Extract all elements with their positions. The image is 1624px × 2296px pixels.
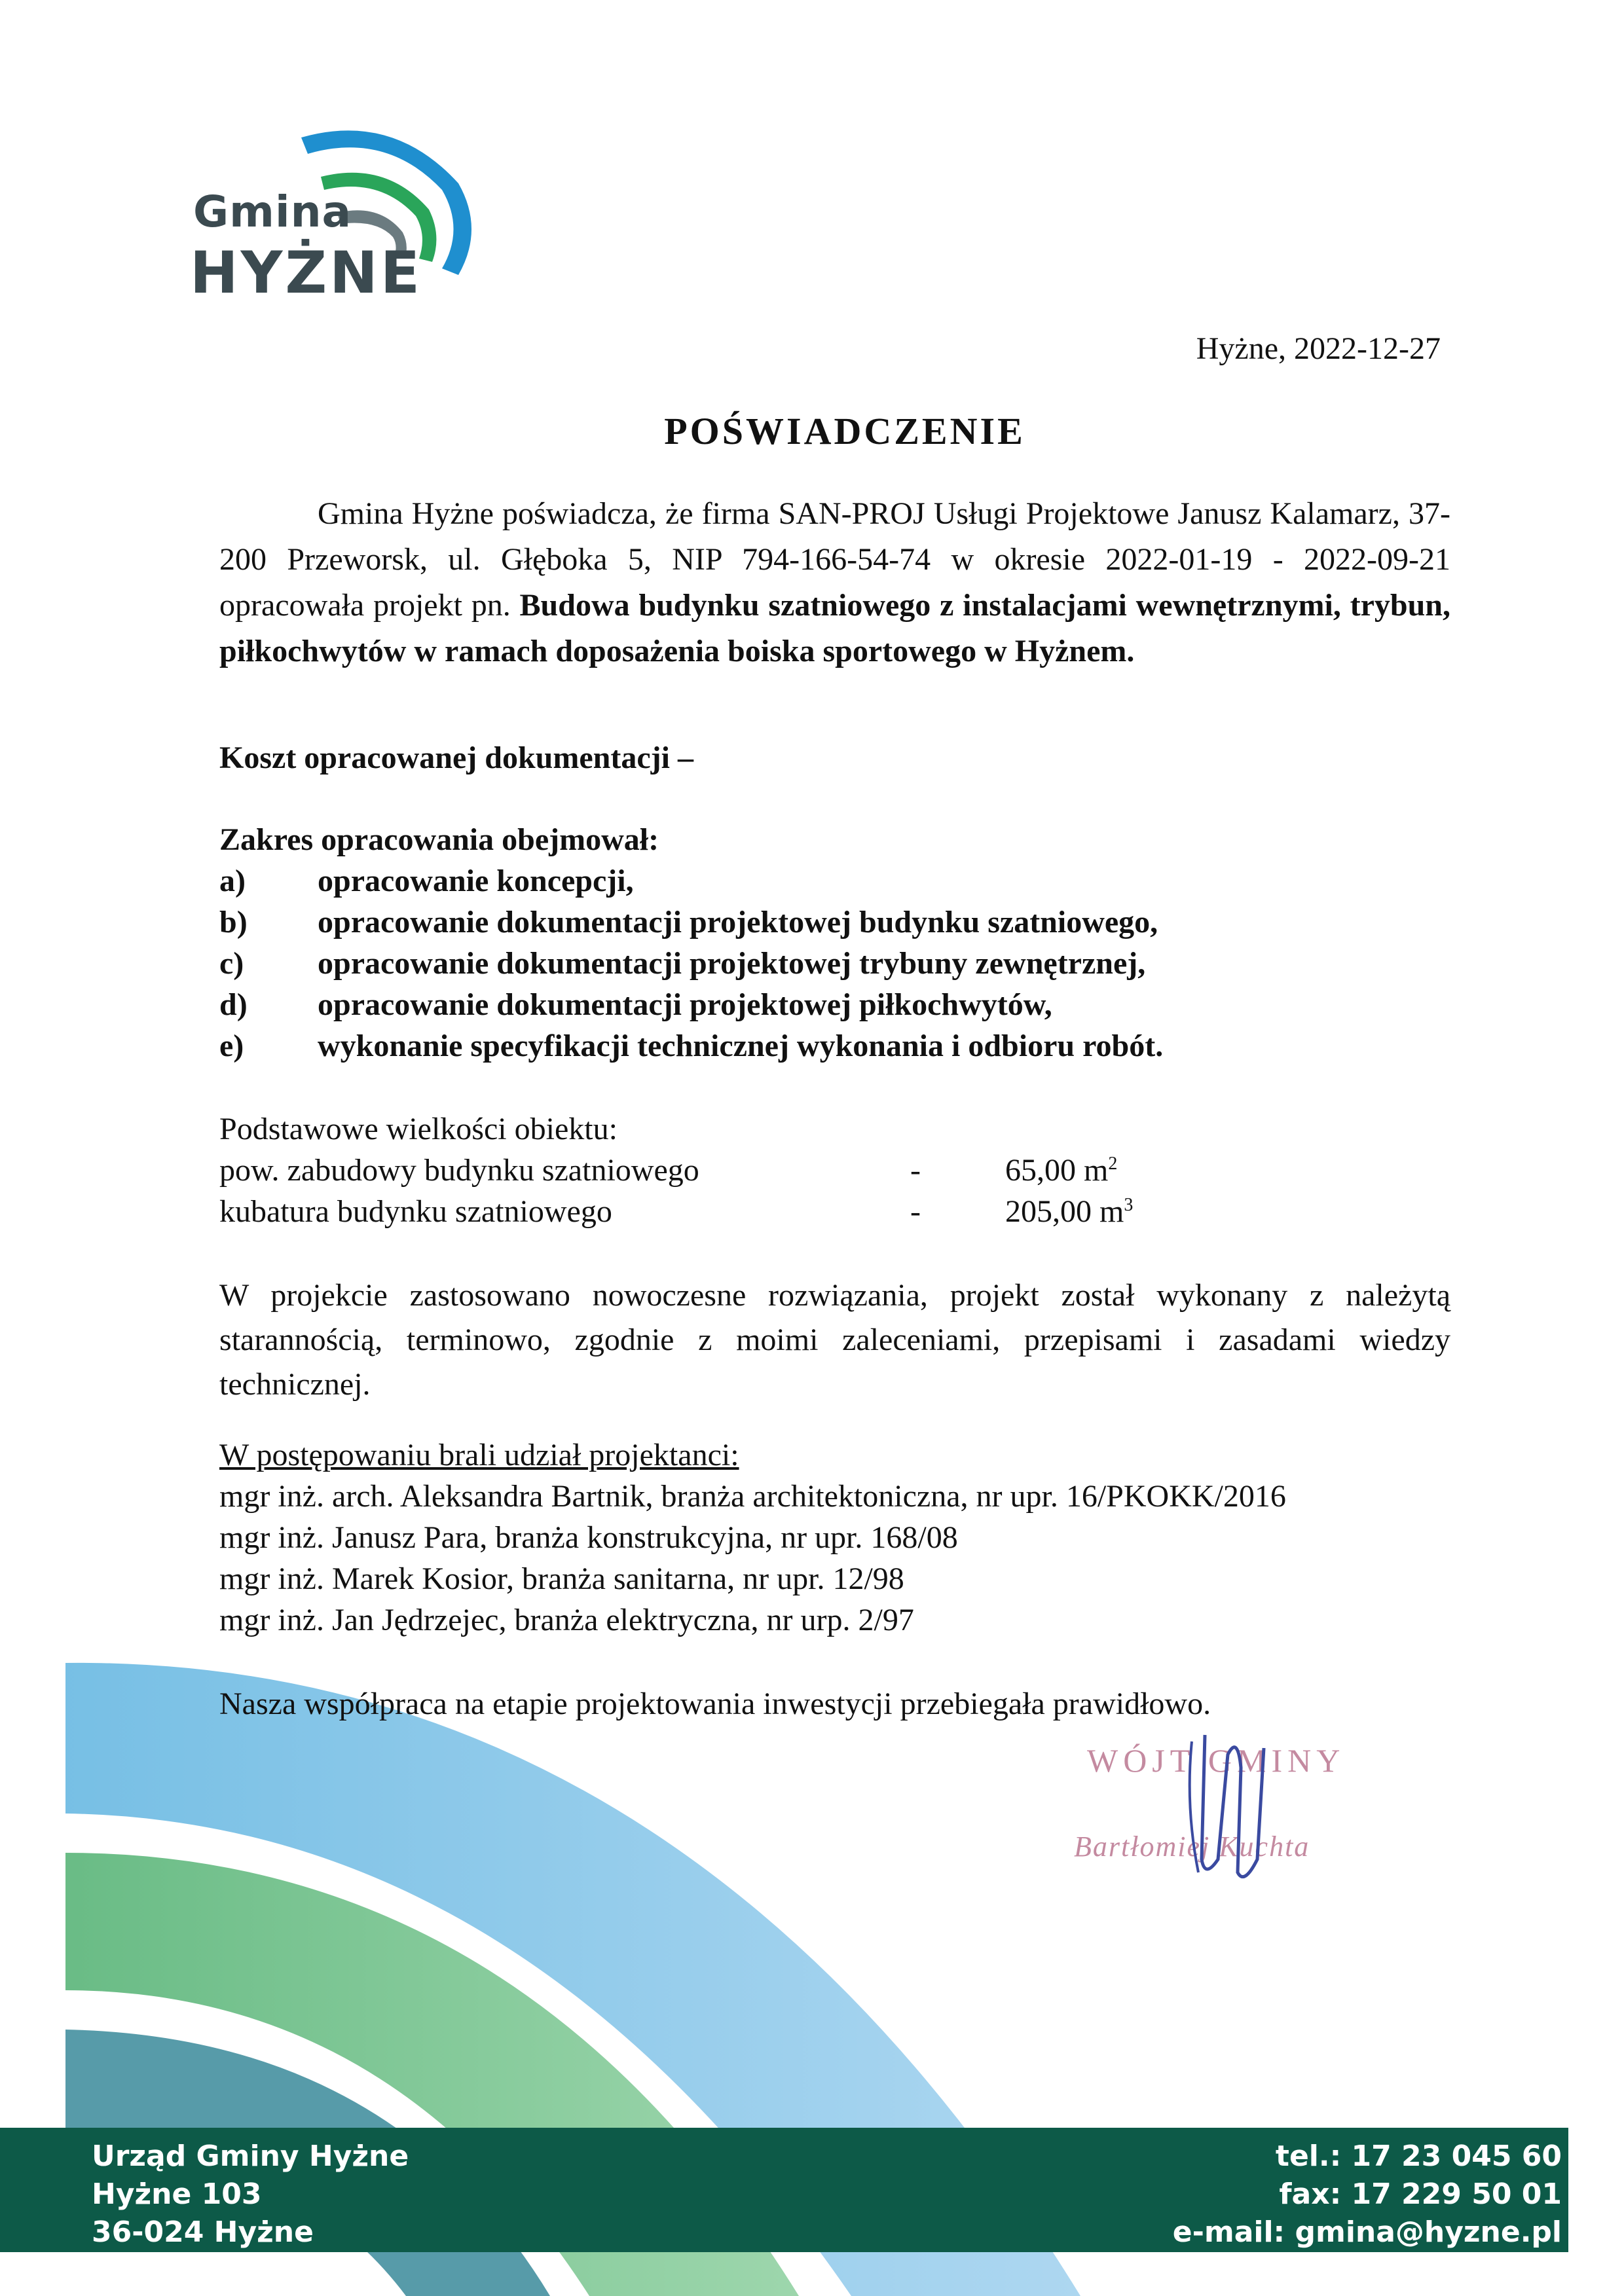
scope-item-letter: e) (219, 1029, 244, 1063)
handwritten-signature (1166, 1728, 1297, 1899)
size-value: 65,00 $m^2$ (1005, 1153, 1118, 1188)
footer-contact (1173, 2138, 1562, 2251)
designer-entry: mgr inż. Marek Kosior, branża sanitarna, nr upr. 12/98 (219, 1561, 904, 1596)
scope-item-letter: a) (219, 864, 246, 898)
scope-item-letter: b) (219, 905, 248, 939)
size-row (219, 1194, 1134, 1230)
stamp-title: WÓJT GMINY (1087, 1742, 1346, 1779)
scope-item-text: opracowanie koncepcji, (318, 864, 634, 898)
logo-text-line1: Gmina (193, 187, 352, 237)
size-dash: - (910, 1153, 921, 1188)
scope-item-letter: d) (219, 987, 248, 1022)
closing-sentence: Nasza współpraca na etapie projektowania inwestycji przebiegała prawidłowo. (219, 1686, 1211, 1721)
statement-paragraph: W projekcie zastosowano nowoczesne rozwiązania, projekt został wykonany z należytą starannością, terminowo, zgodnie z moimi zaleceniami, przepisami i zasadami wiedzy technicznej. (219, 1278, 1450, 1402)
scope-item-text: opracowanie dokumentacji projektowej trybuny zewnętrznej, (318, 946, 1146, 981)
footer-bar (0, 2128, 1568, 2252)
footer-street: Hyżne 103 (92, 2178, 262, 2211)
scope-item-letter: c) (219, 946, 244, 981)
size-value: 205,00 $m^3$ (1005, 1194, 1134, 1229)
logo-text-line2: HYŻNE (190, 239, 422, 306)
scope-item (219, 863, 634, 899)
scope-item (219, 987, 1052, 1023)
gmina-hyzne-logo (177, 98, 485, 314)
document-date: Hyżne, 2022-12-27 (1196, 331, 1441, 366)
size-dash: - (910, 1194, 921, 1229)
designer-entry: mgr inż. Janusz Para, branża konstrukcyjna, nr upr. 168/08 (219, 1520, 958, 1555)
designer-entry: mgr inż. arch. Aleksandra Bartnik, branża architektoniczna, nr upr. 16/PKOKK/2016 (219, 1479, 1286, 1514)
size-row (219, 1152, 1118, 1188)
footer-email: e-mail: gmina@hyzne.pl (1172, 2215, 1562, 2249)
scope-item-text: opracowanie dokumentacji projektowej piłkochwytów, (318, 987, 1052, 1022)
footer-office: Urząd Gminy Hyżne (92, 2140, 409, 2173)
footer-fax: fax: 17 229 50 01 (1279, 2178, 1562, 2211)
scope-heading: Zakres opracowania obejmował: (219, 822, 659, 857)
footer-address (92, 2138, 409, 2251)
designers-heading: W postępowaniu brali udział projektanci: (219, 1438, 739, 1472)
scope-item-text: wykonanie specyfikacji technicznej wykonania i odbioru robót. (318, 1029, 1164, 1063)
intro-paragraph (219, 491, 1450, 674)
stamp-name: Bartłomiej Kuchta (1074, 1831, 1310, 1863)
scope-item (219, 945, 1145, 981)
size-label: pow. zabudowy budynku szatniowego (219, 1153, 699, 1188)
document-title: POŚWIADCZENIE (664, 410, 1025, 452)
cost-label: Koszt opracowanej dokumentacji – (219, 740, 693, 775)
scope-item (219, 904, 1158, 940)
project-name: Budowa budynku szatniowego z instalacjami wewnętrznymi, trybun, piłkochwytów w ramach doposażenia boiska sportowego w Hyżnem. (219, 588, 1451, 668)
footer-postal: 36-024 Hyżne (92, 2215, 314, 2249)
scope-item (219, 1028, 1163, 1064)
footer-tel: tel.: 17 23 045 60 (1275, 2140, 1562, 2173)
designer-entry: mgr inż. Jan Jędrzejec, branża elektryczna, nr urp. 2/97 (219, 1603, 914, 1637)
size-label: kubatura budynku szatniowego (219, 1194, 612, 1229)
intro-text: Gmina Hyżne poświadcza, że firma SAN-PROJ Usługi Projektowe Janusz Kalamarz, 37-200 Przeworsk, ul. Głęboka 5, NIP 794-166-54-74 w okresie 2022-01-19 - 2022-09-21 opracowała projekt pn. (219, 496, 1450, 623)
scope-item-text: opracowanie dokumentacji projektowej budynku szatniowego, (318, 905, 1158, 939)
sizes-heading: Podstawowe wielkości obiektu: (219, 1112, 618, 1146)
